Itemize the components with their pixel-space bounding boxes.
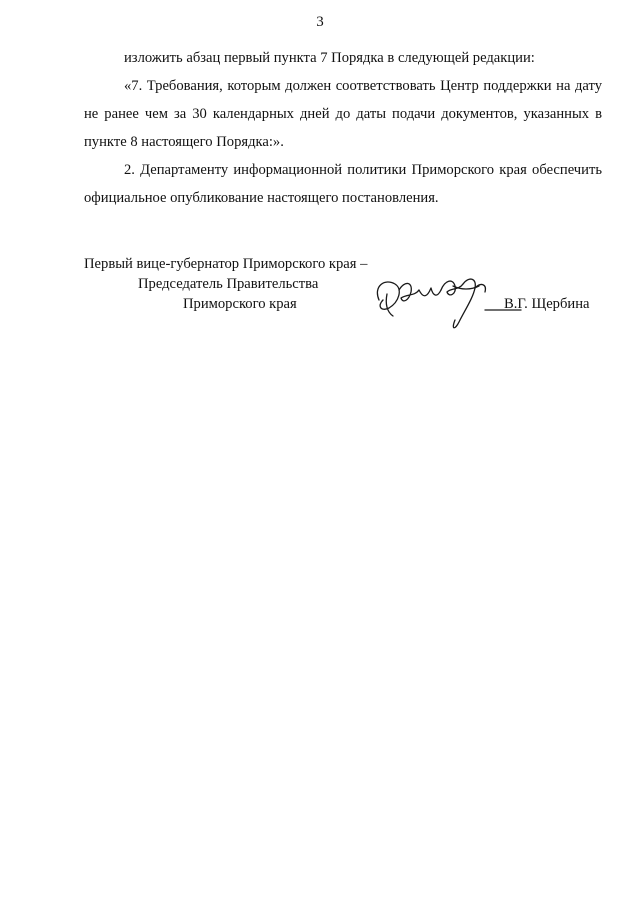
paragraph-quoted-requirements: «7. Требования, которым должен соответствовать Центр поддержки на дату не ранее чем за 30 календарных дней до даты подачи документов, указанных в пункте 8 настоящего Порядка:». bbox=[84, 78, 602, 150]
paragraph-publication-order: 2. Департаменту информационной политики Приморского края обеспечить официальное опубликование настоящего постановления. bbox=[84, 162, 602, 206]
page-number: 3 bbox=[316, 14, 324, 30]
signatory-name: В.Г. Щербина bbox=[504, 296, 590, 312]
document-body bbox=[84, 44, 602, 212]
signatory-title-line-3: Приморского края bbox=[183, 296, 297, 312]
paragraph-amendment-intro: изложить абзац первый пункта 7 Порядка в следующей редакции: bbox=[124, 50, 535, 66]
handwritten-signature-icon bbox=[369, 270, 524, 336]
signatory-title-line-2: Председатель Правительства bbox=[138, 276, 319, 292]
signatory-title-line-1: Первый вице-губернатор Приморского края – bbox=[84, 256, 368, 272]
signature-block bbox=[84, 256, 614, 336]
